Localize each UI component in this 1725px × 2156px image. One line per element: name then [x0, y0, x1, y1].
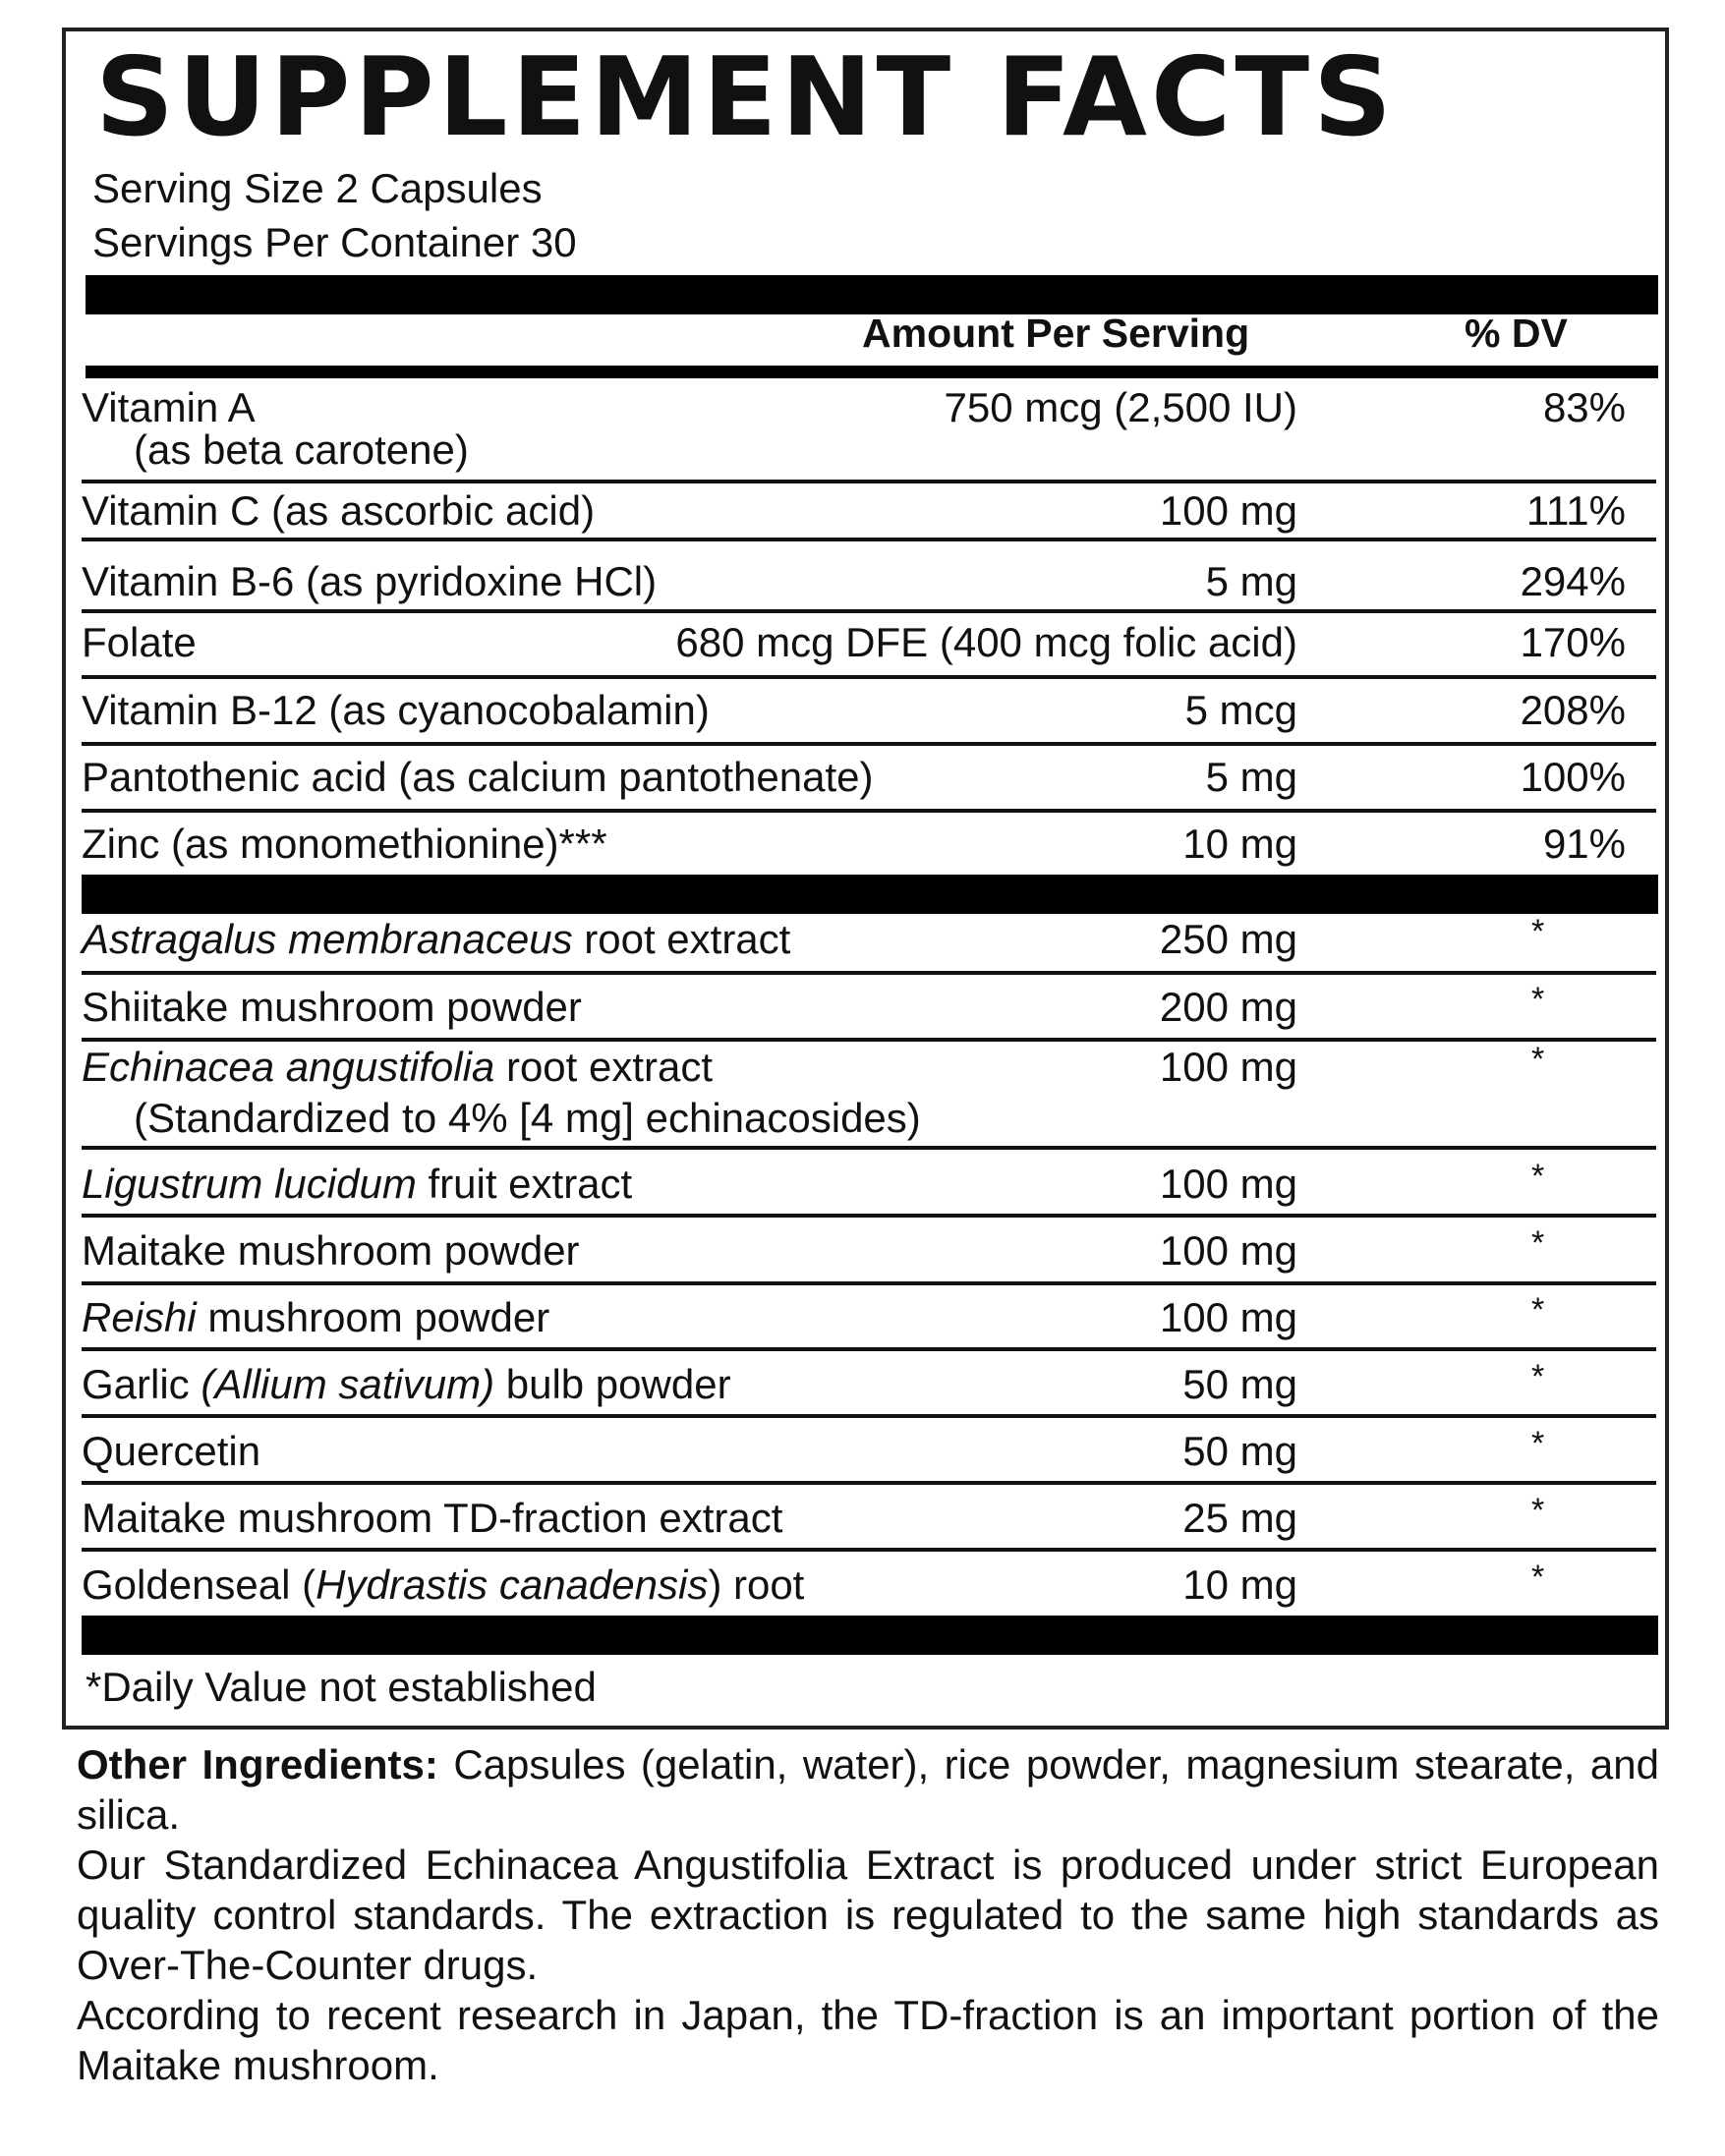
ingredient-name	[82, 1360, 731, 1409]
ingredient-name: Shiitake mushroom powder	[82, 984, 582, 1030]
nutrient-dv: 100%	[1520, 754, 1626, 800]
name-rest: mushroom powder	[196, 1294, 550, 1340]
name-pre: Garlic	[82, 1361, 201, 1407]
other-ingredients-section	[77, 1739, 1659, 2090]
nutrient-name: Vitamin B-6 (as pyridoxine HCl)	[82, 558, 658, 604]
name-rest: root extract	[572, 916, 791, 962]
name-rest: fruit extract	[416, 1161, 633, 1207]
row-divider	[82, 809, 1656, 813]
ingredient-amount: 25 mg	[1182, 1495, 1297, 1541]
nutrient-dv: 170%	[1520, 619, 1626, 665]
row-divider	[82, 742, 1656, 746]
latin-name: Astragalus membranaceus	[82, 916, 573, 962]
nutrient-name: Zinc (as monomethionine)***	[82, 821, 607, 867]
nutrient-amount: 680 mcg DFE (400 mcg folic acid)	[675, 619, 1297, 665]
panel-title: SUPPLEMENT FACTS	[95, 34, 1396, 161]
row-divider	[82, 538, 1656, 541]
ingredient-name	[82, 1560, 804, 1610]
ingredient-name	[82, 1043, 713, 1092]
ingredient-dv: *	[1531, 1492, 1545, 1529]
name-rest: bulb powder	[494, 1361, 731, 1407]
nutrient-dv: 83%	[1542, 384, 1626, 430]
nutrient-amount: 100 mg	[1159, 487, 1297, 534]
nutrient-name: Vitamin A	[82, 384, 256, 430]
other-ingredients-paragraph	[77, 1739, 1659, 1840]
standardization-note: (Standardized to 4% [4 mg] echinacosides)	[134, 1095, 921, 1141]
other-ingredients-text: Capsules (gelatin, water), rice powder, magnesium stearate, and silica.	[77, 1741, 1659, 1838]
nutrient-dv: 208%	[1520, 687, 1626, 733]
row-divider	[82, 1038, 1656, 1042]
row-divider	[82, 971, 1656, 975]
latin-name: Hydrastis canadensis	[316, 1561, 709, 1608]
nutrient-source: (as beta carotene)	[134, 426, 469, 473]
ingredient-amount: 50 mg	[1182, 1361, 1297, 1407]
ingredient-name: Maitake mushroom powder	[82, 1227, 580, 1274]
ingredient-name: Maitake mushroom TD-fraction extract	[82, 1495, 783, 1541]
td-fraction-paragraph: According to recent research in Japan, the TD-fraction is an important portion of the Maitake mushroom.	[77, 1992, 1659, 2088]
row-divider	[82, 1214, 1656, 1218]
ingredient-name	[82, 1293, 549, 1342]
nutrient-amount: 750 mcg (2,500 IU)	[944, 384, 1297, 430]
ingredient-dv: *	[1531, 1559, 1545, 1596]
ingredient-amount: 10 mg	[1182, 1561, 1297, 1608]
supplement-facts-panel	[62, 28, 1669, 1730]
row-divider	[82, 1146, 1656, 1150]
nutrient-amount: 5 mg	[1205, 754, 1297, 800]
nutrient-name: Folate	[82, 619, 197, 665]
ingredient-dv: *	[1531, 1291, 1545, 1329]
ingredient-dv: *	[1531, 981, 1545, 1018]
nutrient-dv: 91%	[1542, 821, 1626, 867]
ingredient-dv: *	[1531, 1425, 1545, 1462]
name-rest: root extract	[494, 1044, 714, 1090]
latin-name: Ligustrum lucidum	[82, 1161, 417, 1207]
ingredient-dv: *	[1531, 1358, 1545, 1395]
echinacea-standard-paragraph: Our Standardized Echinacea Angustifolia Extract is produced under strict European quality control standards. The extraction is regulated to the same high standards as Over-The-Counter drugs.	[77, 1842, 1659, 1988]
other-ingredients-label: Other Ingredients:	[77, 1741, 438, 1787]
nutrient-dv: 294%	[1520, 558, 1626, 604]
ingredient-dv: *	[1531, 1041, 1545, 1078]
nutrient-dv: 111%	[1525, 487, 1626, 534]
amount-header: Amount Per Serving	[862, 311, 1250, 356]
ingredient-amount: 200 mg	[1159, 984, 1297, 1030]
daily-value-footnote: *Daily Value not established	[86, 1664, 597, 1710]
thick-divider-bottom	[82, 1616, 1658, 1655]
thick-divider-middle	[82, 875, 1658, 914]
ingredient-amount: 100 mg	[1159, 1294, 1297, 1340]
serving-size: Serving Size 2 Capsules	[92, 165, 543, 211]
row-divider	[82, 1281, 1656, 1285]
ingredient-name	[82, 1160, 632, 1209]
nutrient-amount: 5 mcg	[1184, 687, 1297, 733]
row-divider	[82, 1414, 1656, 1418]
nutrient-name: Vitamin B-12 (as cyanocobalamin)	[82, 687, 710, 733]
nutrient-name: Vitamin C (as ascorbic acid)	[82, 487, 596, 534]
ingredient-dv: *	[1531, 913, 1545, 950]
row-divider	[82, 1548, 1656, 1552]
ingredient-name: Quercetin	[82, 1428, 261, 1474]
ingredient-dv: *	[1531, 1158, 1545, 1195]
ingredient-amount: 50 mg	[1182, 1428, 1297, 1474]
ingredient-amount: 100 mg	[1159, 1227, 1297, 1274]
row-divider	[82, 675, 1656, 679]
latin-name: Echinacea angustifolia	[82, 1044, 495, 1090]
name-rest: ) root	[708, 1561, 805, 1608]
latin-name: Reishi	[82, 1294, 197, 1340]
nutrient-amount: 10 mg	[1182, 821, 1297, 867]
ingredient-dv: *	[1531, 1224, 1545, 1262]
ingredient-amount: 100 mg	[1159, 1161, 1297, 1207]
name-pre: Goldenseal (	[82, 1561, 316, 1608]
ingredient-name	[82, 915, 790, 964]
servings-per-container: Servings Per Container 30	[92, 219, 577, 265]
ingredient-amount: 100 mg	[1159, 1044, 1297, 1090]
row-divider	[82, 480, 1656, 483]
header-divider	[86, 366, 1658, 378]
nutrient-name: Pantothenic acid (as calcium pantothenate)	[82, 754, 874, 800]
row-divider	[82, 1481, 1656, 1485]
row-divider	[82, 609, 1656, 613]
latin-name: (Allium sativum)	[201, 1361, 495, 1407]
nutrient-amount: 5 mg	[1205, 558, 1297, 604]
row-divider	[82, 1347, 1656, 1351]
ingredient-amount: 250 mg	[1159, 916, 1297, 962]
dv-header: % DV	[1465, 311, 1568, 356]
